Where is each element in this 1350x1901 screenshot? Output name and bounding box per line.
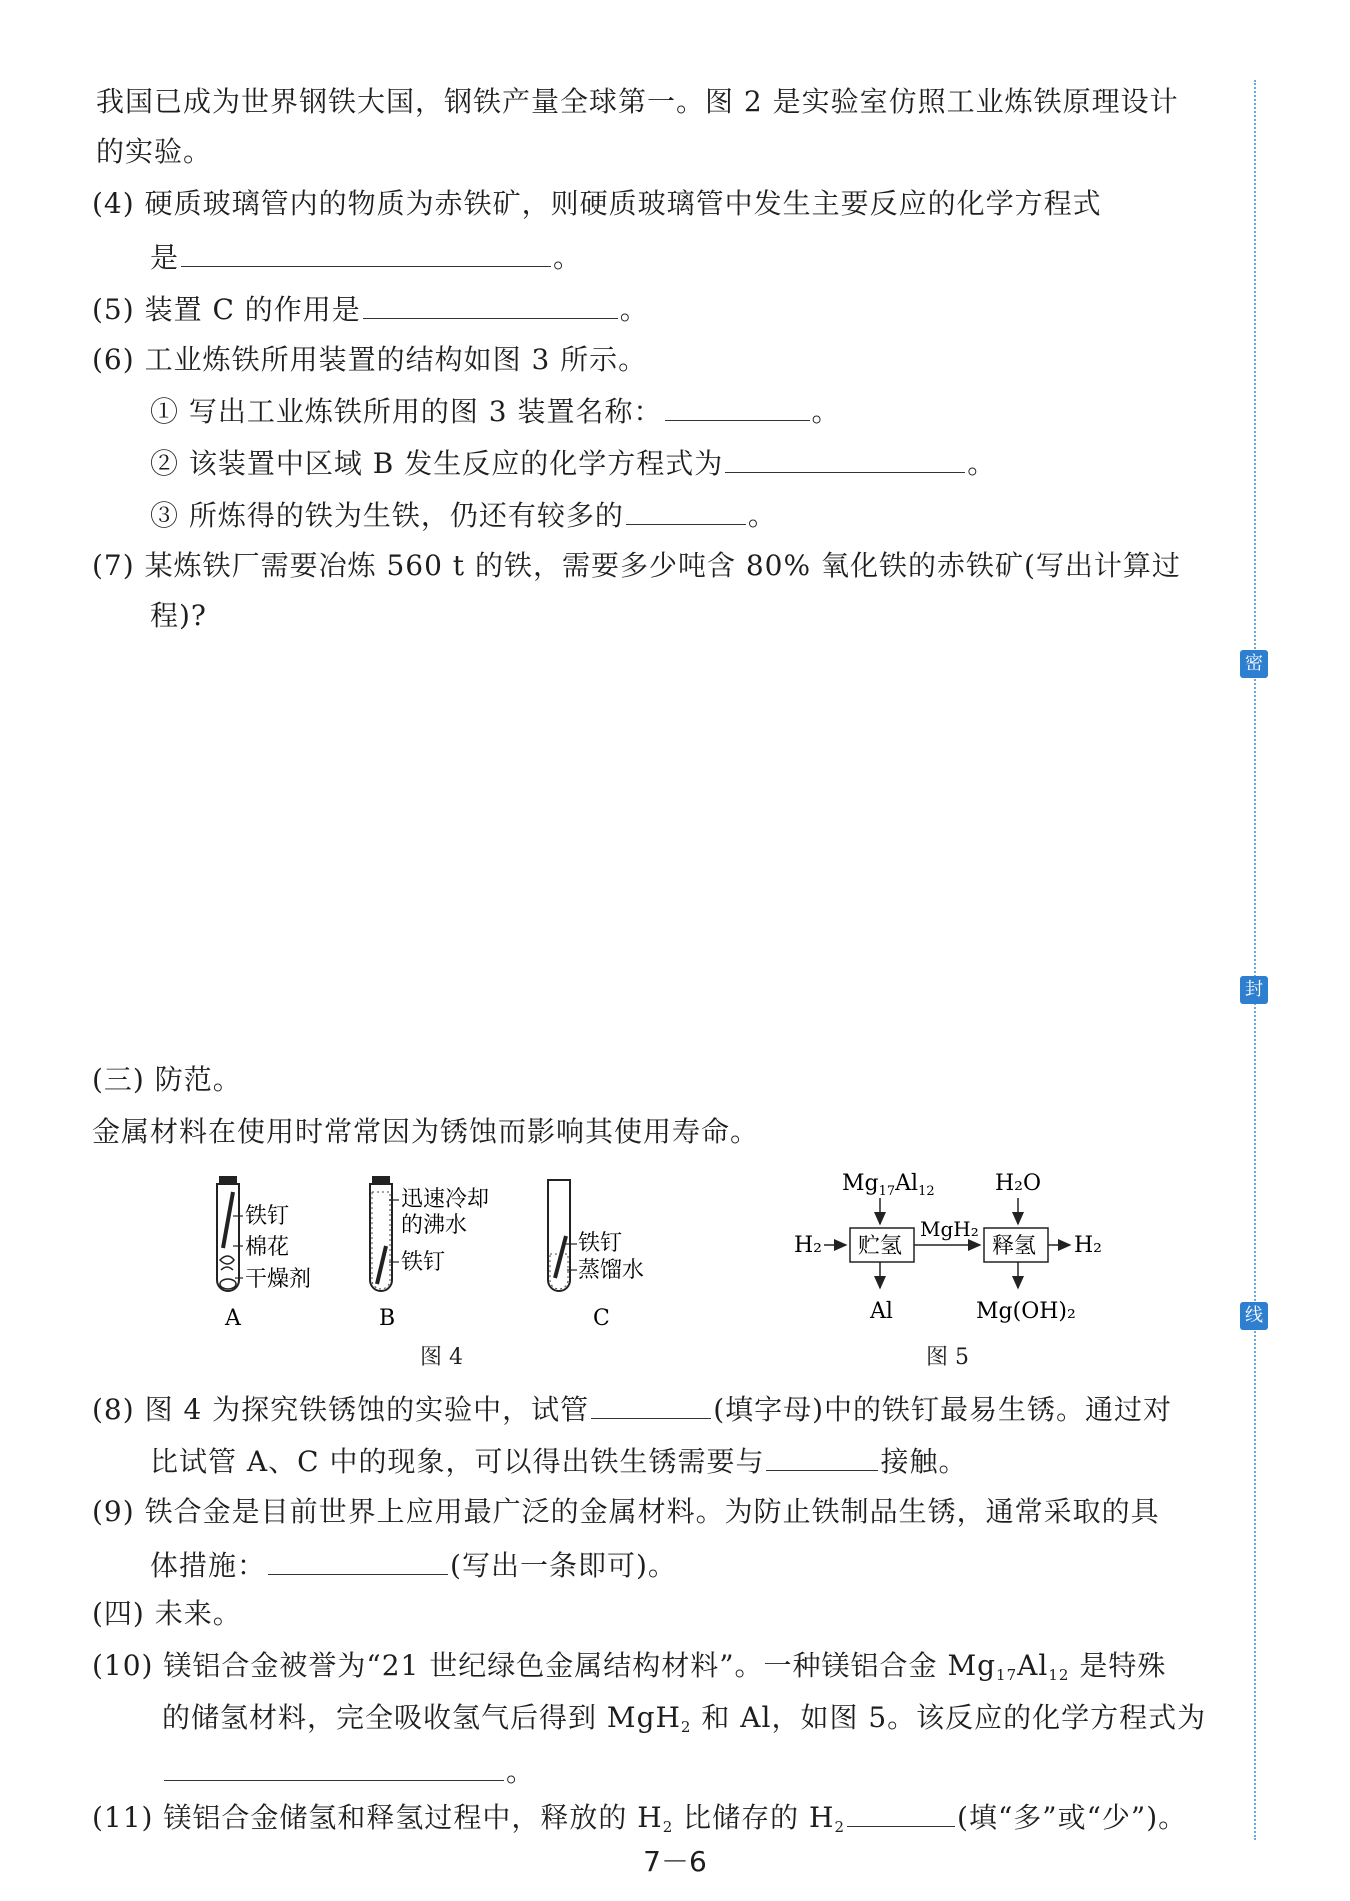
- question-9-text-3: (写出一条即可)。: [450, 1549, 677, 1582]
- question-6-sub-1-text: ① 写出工业炼铁所用的图 3 装置名称：: [150, 395, 663, 428]
- page-number: 7－6: [643, 1845, 707, 1878]
- question-11-text-3: (填“多”或“少”)。: [957, 1801, 1188, 1834]
- question-11-blank[interactable]: [847, 1798, 955, 1827]
- question-10-text-1: (10) 镁铝合金被誉为“21 世纪绿色金属结构材料”。一种镁铝合金 Mg: [92, 1649, 997, 1682]
- tube-b-letter: B: [379, 1306, 396, 1331]
- h2-output-label: H₂: [1074, 1233, 1103, 1258]
- tube-c-label-water: 蒸馏水: [578, 1258, 645, 1283]
- question-8-line-2: [150, 1442, 967, 1480]
- question-5-blank[interactable]: [363, 290, 618, 319]
- binding-margin-line: [1254, 80, 1256, 1840]
- question-8-line-1: [92, 1390, 1172, 1428]
- question-4-period: 。: [553, 241, 583, 274]
- question-10-blank[interactable]: [164, 1752, 504, 1781]
- h2o-label: H₂O: [995, 1171, 1042, 1196]
- question-6-sub-3-period: 。: [747, 499, 777, 532]
- tube-a-letter: A: [225, 1306, 241, 1331]
- question-11-sub-2: 2: [834, 1818, 846, 1836]
- question-6-sub-2-blank[interactable]: [725, 444, 965, 473]
- question-10-sub-1: 17: [996, 1666, 1018, 1684]
- question-8-text-4: 接触。: [880, 1445, 968, 1478]
- question-8-blank-2[interactable]: [766, 1442, 878, 1471]
- question-10-text-al: Al: [1017, 1649, 1049, 1682]
- section-3-heading: (三) 防范。: [92, 1063, 242, 1096]
- question-9-blank[interactable]: [268, 1546, 448, 1575]
- question-5: [92, 290, 649, 328]
- question-10-period: 。: [506, 1755, 536, 1788]
- question-7-line-2: 程)?: [150, 599, 207, 632]
- question-6-sub-3-blank[interactable]: [626, 496, 746, 525]
- question-10-line-2: [162, 1700, 1206, 1745]
- question-9-text-2: 体措施：: [150, 1549, 267, 1582]
- question-10-line-1: [92, 1648, 1166, 1693]
- question-9-line-1: (9) 铁合金是目前世界上应用最广泛的金属材料。为防止铁制品生锈，通常采取的具: [92, 1495, 1160, 1528]
- figure-5-caption: 图 5: [926, 1345, 969, 1370]
- question-10-sub-3: 2: [680, 1718, 692, 1736]
- question-4-line-2: [150, 238, 582, 276]
- figure-5-flow-diagram: [780, 1162, 1260, 1352]
- tube-b: [370, 1176, 399, 1291]
- question-6-sub-2-period: 。: [967, 447, 997, 480]
- question-8-text-2: (填字母)中的铁钉最易生锈。通过对: [713, 1393, 1173, 1426]
- question-8-text-3: 比试管 A、C 中的现象，可以得出铁生锈需要与: [150, 1445, 765, 1478]
- question-6-sub-1: [150, 392, 841, 430]
- section-3-intro: 金属材料在使用时常常因为锈蚀而影响其使用寿命。: [92, 1115, 760, 1148]
- tube-b-label-boiled-2: 的沸水: [401, 1213, 468, 1238]
- section-4-heading: (四) 未来。: [92, 1597, 242, 1630]
- question-11-text-1: (11) 镁铝合金储氢和释氢过程中，释放的 H: [92, 1801, 663, 1834]
- tube-a-label-desiccant: 干燥剂: [245, 1267, 312, 1292]
- intro-line-1: 我国已成为世界钢铁大国，钢铁产量全球第一。图 2 是实验室仿照工业炼铁原理设计: [96, 85, 1179, 118]
- tube-b-label-nail: 铁钉: [401, 1250, 446, 1275]
- mgoh2-output-label: Mg(OH)₂: [976, 1299, 1076, 1324]
- storage-box-label: 贮氢: [858, 1234, 903, 1259]
- question-8-blank-1[interactable]: [591, 1390, 711, 1419]
- release-box-label: 释氢: [992, 1234, 1037, 1259]
- question-11-sub-1: 2: [662, 1818, 674, 1836]
- question-6-sub-3: [150, 496, 777, 534]
- question-10-text-3: 的储氢材料，完全吸收氢气后得到 MgH: [162, 1701, 681, 1734]
- mgh2-label: MgH₂: [920, 1217, 979, 1241]
- tube-a: [217, 1176, 243, 1291]
- question-10-text-2: 是特殊: [1069, 1649, 1167, 1682]
- question-5-period: 。: [619, 293, 649, 326]
- question-4-prefix: 是: [150, 241, 180, 274]
- question-6-stem: (6) 工业炼铁所用装置的结构如图 3 所示。: [92, 343, 648, 376]
- question-10-line-3: [162, 1752, 535, 1790]
- tube-c: [548, 1180, 577, 1291]
- question-6-sub-2: [150, 444, 996, 482]
- tube-a-label-cotton: 棉花: [245, 1235, 290, 1260]
- question-5-text: (5) 装置 C 的作用是: [92, 293, 361, 326]
- side-tag-xian: 线: [1240, 1302, 1268, 1330]
- question-10-text-4: 和 Al，如图 5。该反应的化学方程式为: [691, 1701, 1207, 1734]
- figure-4-caption: 图 4: [420, 1345, 463, 1370]
- side-tag-feng: 封: [1240, 976, 1268, 1004]
- question-6-sub-2-text: ② 该装置中区域 B 发生反应的化学方程式为: [150, 447, 724, 480]
- question-7-line-1: (7) 某炼铁厂需要冶炼 560 t 的铁，需要多少吨含 80% 氧化铁的赤铁矿(写出计算过: [92, 549, 1181, 582]
- al-output-label: Al: [870, 1299, 893, 1324]
- question-8-text-1: (8) 图 4 为探究铁锈蚀的实验中，试管: [92, 1393, 590, 1426]
- question-10-sub-2: 12: [1048, 1666, 1070, 1684]
- question-9-line-2: [150, 1546, 677, 1584]
- question-6-sub-1-blank[interactable]: [665, 392, 810, 421]
- side-tag-mi: 密: [1240, 650, 1268, 678]
- question-4-line-1: (4) 硬质玻璃管内的物质为赤铁矿，则硬质玻璃管中发生主要反应的化学方程式: [92, 187, 1102, 220]
- tube-c-letter: C: [593, 1306, 610, 1331]
- question-6-sub-1-period: 。: [811, 395, 841, 428]
- question-11-text-2: 比储存的 H: [673, 1801, 835, 1834]
- question-11: [92, 1798, 1187, 1845]
- tube-b-label-boiled-1: 迅速冷却: [401, 1187, 490, 1212]
- intro-line-2: 的实验。: [96, 135, 213, 168]
- h2-input-label: H₂: [794, 1233, 823, 1258]
- tube-c-label-nail: 铁钉: [578, 1231, 623, 1256]
- mg17al12-label: $Mg_{17}Al_{12}$: [842, 1171, 935, 1199]
- question-6-sub-3-text: ③ 所炼得的铁为生铁，仍还有较多的: [150, 499, 624, 532]
- tube-a-label-nail: 铁钉: [245, 1204, 290, 1229]
- question-4-blank[interactable]: [181, 238, 551, 267]
